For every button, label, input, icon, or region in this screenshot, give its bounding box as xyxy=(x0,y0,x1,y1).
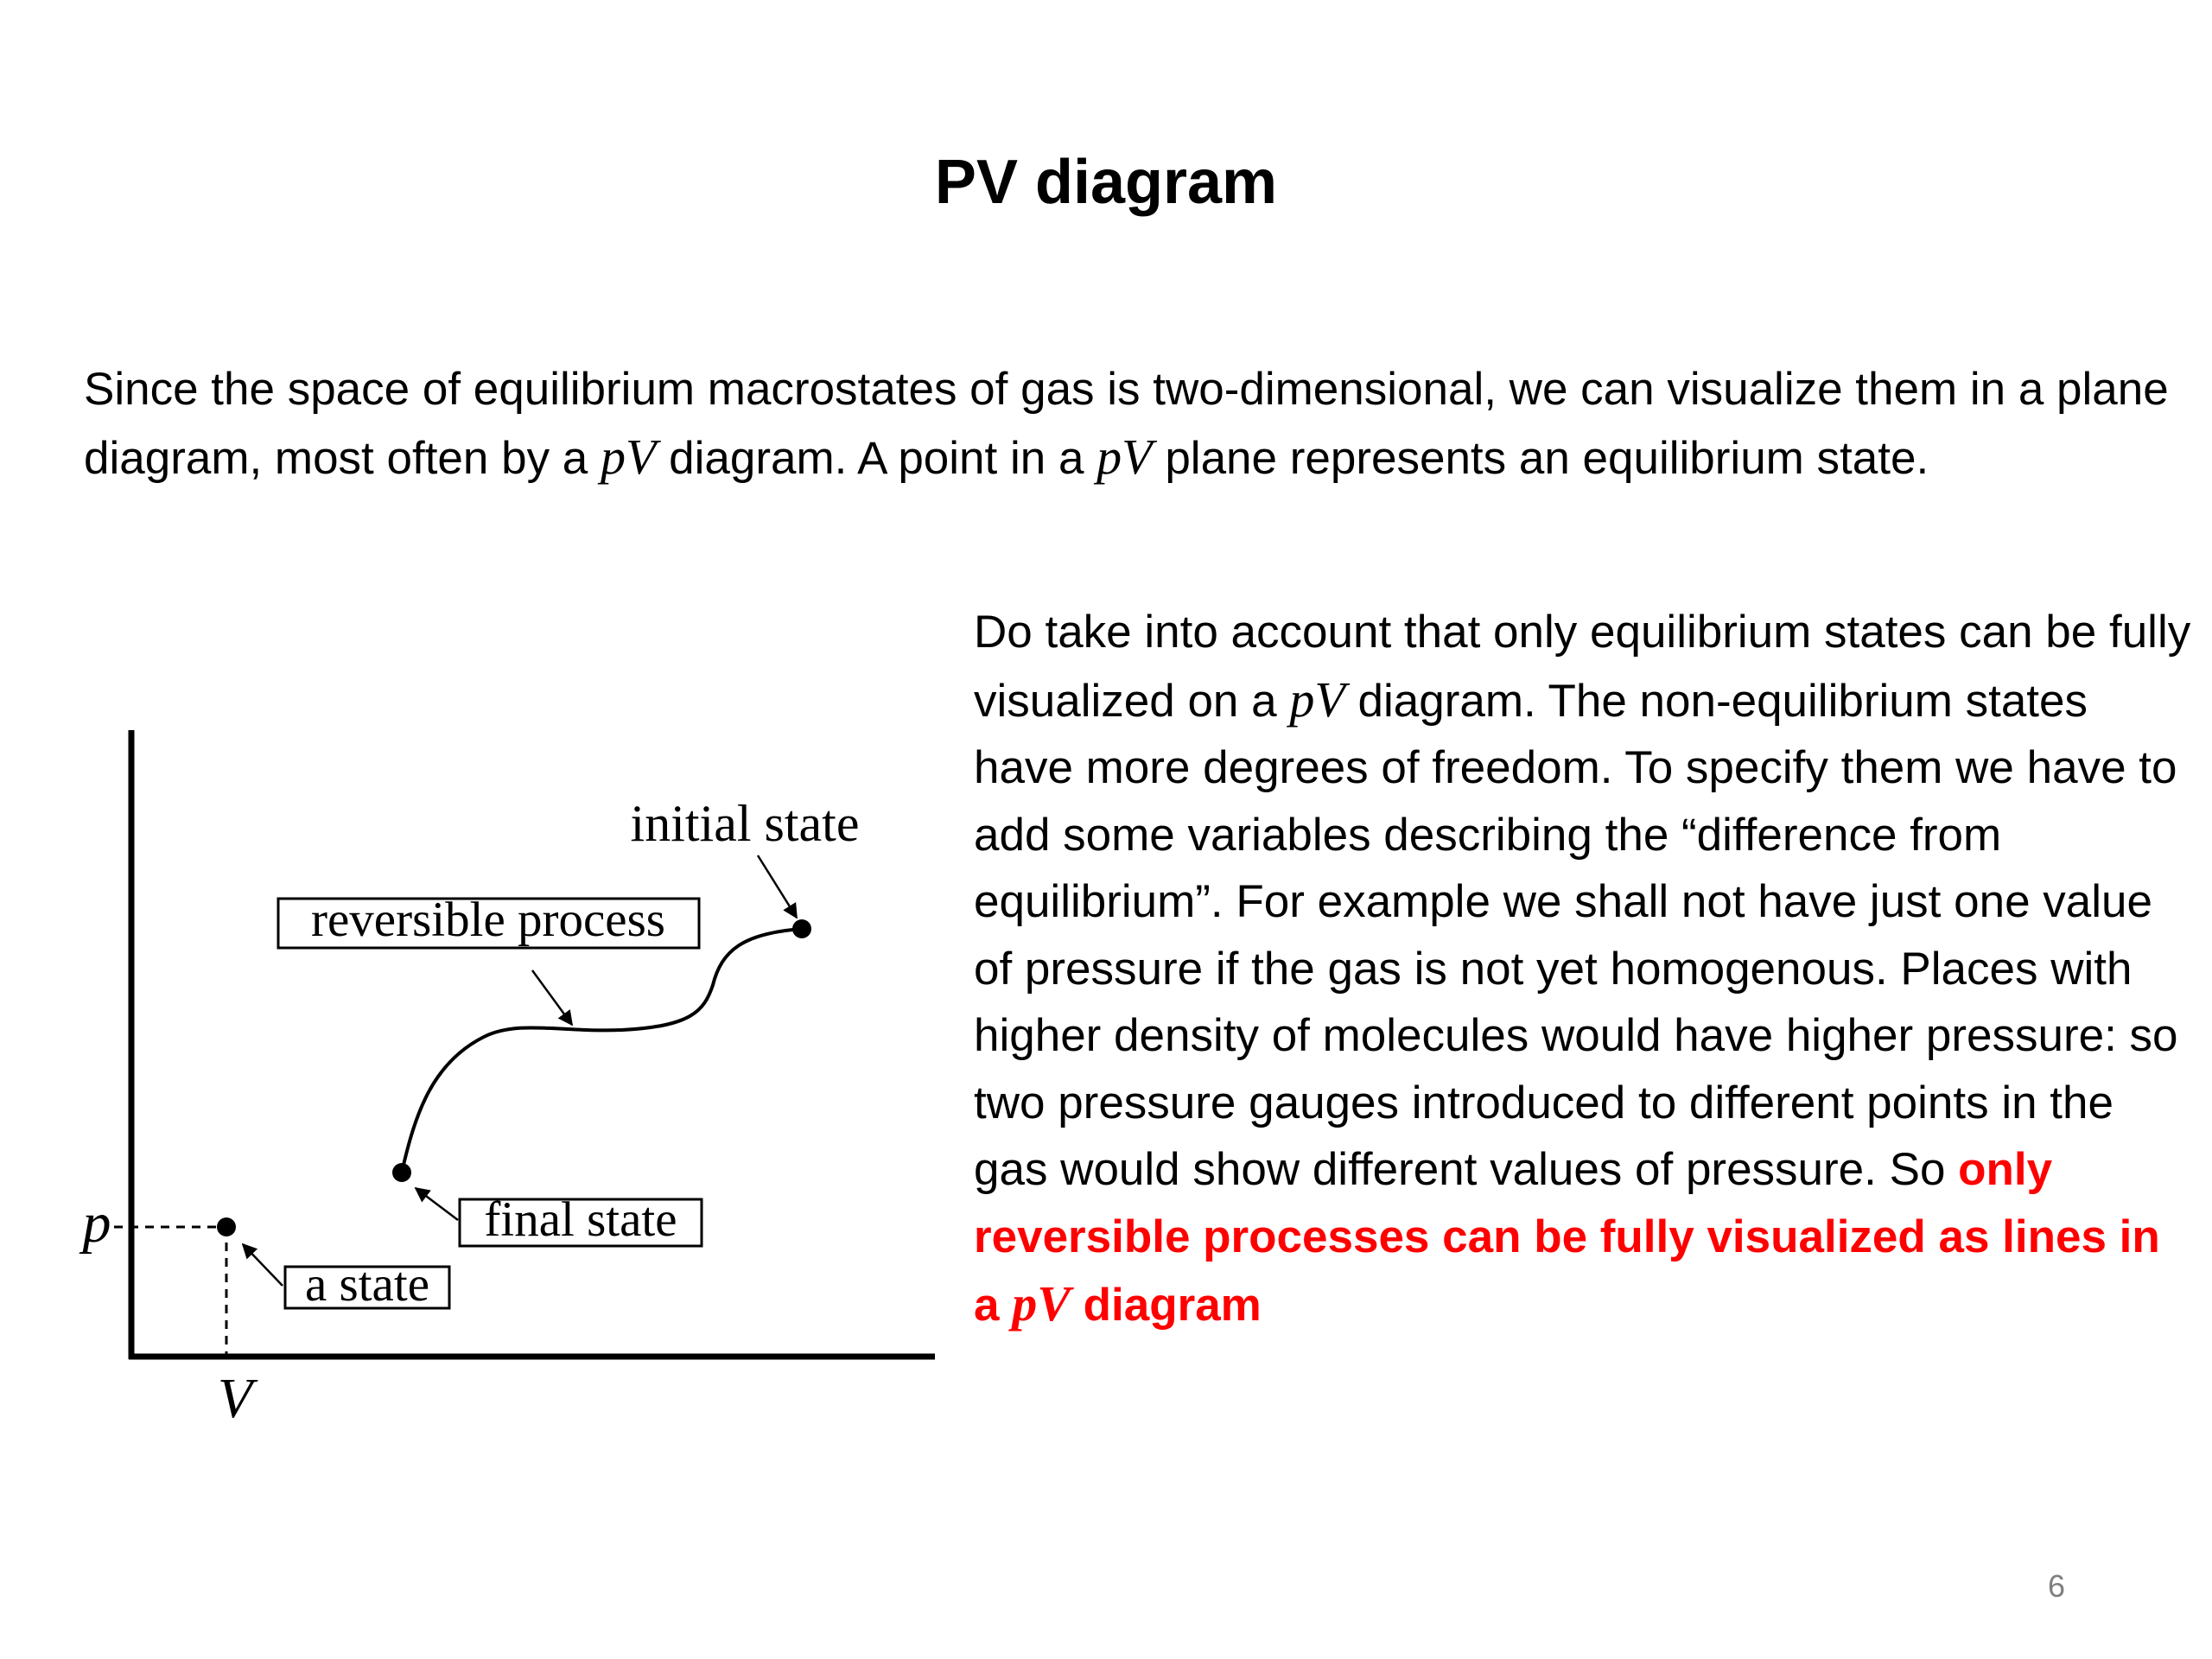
intro-math-pv-1: pV xyxy=(601,429,657,485)
label-final-state: final state xyxy=(484,1192,677,1247)
intro-math-pv-2: pV xyxy=(1096,429,1153,485)
a-state-arrow xyxy=(243,1244,283,1286)
initial-state-arrow xyxy=(758,855,797,918)
reversible-process-arrow xyxy=(532,970,572,1025)
reversible-process-curve xyxy=(402,929,802,1173)
side-highlight-math-pv: pV xyxy=(1012,1275,1071,1332)
side-paragraph xyxy=(974,599,2192,1339)
intro-text-1: Since the space of equilibrium macrostates of gas is two-dimensional, we can visualize them in a plane diagram, most often by a xyxy=(84,364,2169,484)
initial-state-point xyxy=(792,919,811,938)
label-reversible-process: reversible process xyxy=(311,893,665,947)
intro-text-2: diagram. A point in a xyxy=(656,433,1097,484)
axis-label-p: p xyxy=(82,1192,111,1255)
side-text-2: diagram. The non-equilibrium states have more degrees of freedom. To specify them we have to add some variables describing the “difference from equilibrium”. For example we shall not have just one value of pressure if the gas is not yet homogenous. Places with higher density of molecules would have higher pressure: so two pressure gauges introduced to different points in the gas would show different values of pressure. So xyxy=(974,675,2178,1195)
final-state-point xyxy=(392,1163,411,1182)
label-a-state: a state xyxy=(304,1257,430,1312)
axis-label-v: V xyxy=(217,1367,253,1430)
side-highlight-text-1: only reversible processes can be fully visualized as lines in a xyxy=(974,1144,2160,1331)
a-state-point xyxy=(217,1217,236,1236)
side-math-pv: pV xyxy=(1289,671,1345,728)
page-number: 6 xyxy=(2047,1568,2065,1604)
side-text-1: Do take into account that only equilibrium states can be fully visualized on a xyxy=(974,607,2191,727)
label-initial-state: initial state xyxy=(630,795,860,852)
intro-text-3: plane represents an equilibrium state. xyxy=(1152,433,1929,484)
final-state-arrow xyxy=(416,1188,458,1220)
slide-title: PV diagram xyxy=(934,148,1278,217)
side-highlight-text-2: diagram xyxy=(1070,1280,1262,1331)
